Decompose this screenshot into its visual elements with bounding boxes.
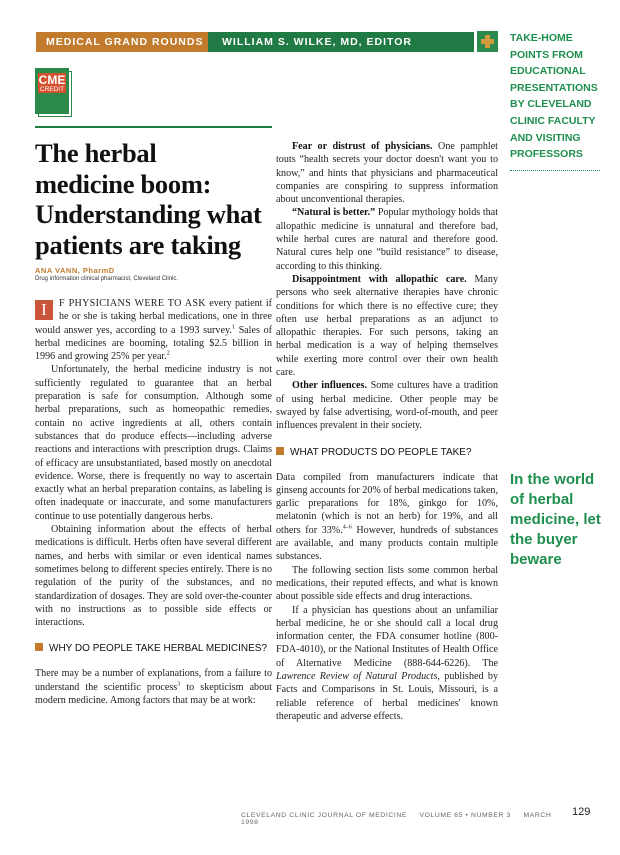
title-divider	[35, 126, 272, 128]
drop-cap: I	[35, 300, 53, 320]
sidebar-line: BY CLEVELAND	[510, 98, 592, 111]
paragraph	[276, 379, 498, 432]
section-heading-text: WHAT PRODUCTS DO PEOPLE TAKE?	[290, 446, 472, 458]
title-line: patients are taking	[35, 229, 241, 260]
title-line: medicine boom:	[35, 168, 212, 199]
volume-issue: VOLUME 65 • NUMBER 3	[419, 812, 511, 819]
paragraph	[276, 206, 498, 272]
paragraph-text: There may be a number of explanations, from a failure to understand the scientific process	[35, 668, 272, 693]
cme-credit-badge	[35, 68, 73, 118]
pull-quote-line: of herbal	[510, 491, 574, 508]
run-in-heading: Disappointment with allopathic care.	[292, 273, 467, 285]
sidebar-line: CLINIC FACULTY	[510, 114, 596, 127]
run-in-heading: “Natural is better.”	[292, 207, 376, 219]
paragraph	[35, 667, 272, 707]
paragraph-text: Some cultures have a tradition of using herbal medicine. Other people may be swayed by false advertising, word-of-mouth, and peer influences prevalent in their society.	[276, 380, 498, 432]
paragraph-text: One pamphlet touts “health secrets your doctor doesn't want you to know,” and hints that physicians and pharmaceutical companies are conspiring to suppress information about unconventional therapies.	[276, 141, 498, 206]
intro-text: every patient if he or she is taking herbal medications, one in three would answer yes, according to a 1993 survey.	[35, 298, 272, 336]
citation: 4–6	[342, 524, 352, 531]
section-heading	[276, 447, 498, 459]
editor-label: WILLIAM S. WILKE, MD, EDITOR	[208, 32, 474, 52]
paragraph-text: However, hundreds of substances are available, and many products contain multiple substances.	[276, 524, 498, 563]
paragraph-text: Data compiled from manufacturers indicate that ginseng accounts for 20% of herbal medications taken, garlic preparations for 18%, ginkgo for 10%, melatonin (which is not an herb) for 19%, and all others for 33%.	[276, 471, 498, 536]
square-bullet-icon	[276, 447, 284, 455]
sidebar-line: AND VISITING	[510, 131, 581, 144]
section-heading	[35, 643, 272, 655]
author-name: ANA VANN, PharmD	[35, 266, 115, 275]
page-number: 129	[572, 806, 591, 818]
citation: 3	[177, 681, 181, 688]
paragraph-text: Many persons who seek alternative therapies have chronic conditions for which there is no effective cure; they often use herbal preparations as an adjunct to allopathic therapies. For such persons, taking an herbal medication is a way of helping themselves while exerting more control over their own health care.	[276, 273, 499, 379]
paragraph	[276, 140, 498, 206]
paragraph-text: published by Facts and Comparisons in St. Louis, Missouri, is a reliable reference of herbal medicines' known therapeutic and adverse effects.	[276, 670, 498, 722]
intro-text: Sales of herbal medicines are booming, totaling $2.5 billion in 1996 and growing 25% per year.	[35, 324, 272, 363]
sidebar-divider	[510, 170, 600, 171]
pull-quote	[510, 470, 618, 570]
sidebar-blurb	[510, 30, 620, 163]
publication-title: Lawrence Review of Natural Products,	[276, 670, 440, 682]
paragraph: Obtaining information about the effects of herbal medications is difficult. Herbs often have several different names, and herbs with similar or even identical names sometimes belong to different species entirely. There is no regulation of the purity of the substances, and no standardization of dosages. They are sold over-the-counter with no instructions as to possible side effects or interactions.	[35, 524, 272, 629]
title-line: Understanding what	[35, 199, 262, 229]
run-in-heading: Fear or distrust of physicians.	[292, 141, 433, 152]
column-right	[276, 140, 498, 723]
intro-paragraph	[35, 297, 272, 363]
badge-line2: CREDIT	[39, 86, 65, 93]
citation: 2	[166, 350, 170, 357]
intro-smallcaps: F PHYSICIANS WERE TO ASK	[59, 298, 206, 309]
article-title	[35, 138, 275, 260]
sidebar-line: POINTS FROM	[510, 48, 583, 61]
journal-name: CLEVELAND CLINIC JOURNAL OF MEDICINE	[241, 812, 407, 819]
title-line: The herbal	[35, 138, 157, 168]
run-in-heading: Other influences.	[292, 380, 367, 392]
sidebar-line: PROFESSORS	[510, 148, 583, 161]
paragraph-text: If a physician has questions about an unfamiliar herbal medicine, he or she should call a local drug information center, the FDA consumer hotline (800-FDA-4010), or the National Institutes of Health Office of Alternative Medicine (888-644-6226). The	[276, 604, 498, 669]
paragraph-text: to skepticism about modern medicine. Among factors that may be at work:	[35, 681, 272, 707]
paragraph	[276, 273, 498, 379]
sidebar-line: EDUCATIONAL	[510, 65, 586, 78]
paragraph: Unfortunately, the herbal medicine industry is not sufficiently regulated to guarantee that an herbal preparation is safe for consumption. Although some herbal preparations, such as homeopathic remedies, contain no active ingredients at all, others contain substances that do produce effects—including adverse reactions and interactions with prescription drugs. Claims of efficacy are unsubstantiated, based mostly on anecdotal evidence. Worse, there is frequently no way to ascertain exactly what an herbal preparation contains, as labeling is often inadequate or inaccurate, and some manufacturers continue to use potentially dangerous herbs.	[35, 364, 272, 522]
sidebar-line: PRESENTATIONS	[510, 81, 598, 94]
column-left	[35, 297, 272, 707]
pull-quote-line: In the world	[510, 471, 595, 488]
badge-line1: CME	[38, 73, 66, 87]
pull-quote-line: beware	[510, 551, 562, 568]
citation: 1	[231, 324, 235, 331]
paragraph	[276, 604, 498, 724]
issue-date: MARCH 1998	[241, 812, 552, 826]
section-heading-text: WHY DO PEOPLE TAKE HERBAL MEDICINES?	[49, 643, 268, 655]
paragraph	[276, 471, 498, 564]
plus-icon	[477, 31, 498, 52]
paragraph-text: Popular mythology holds that allopathic medicine is unnatural and therefore bad, while herbal cures are natural and therefore good. Natural cures help one “build resistance” to disease, according to this thinking.	[276, 207, 499, 272]
section-label: MEDICAL GRAND ROUNDS	[36, 32, 208, 52]
pull-quote-line: the buyer	[510, 531, 578, 548]
author-affiliation: Drug information clinical pharmacist, Cleveland Clinic.	[35, 276, 179, 282]
running-footer	[241, 812, 571, 826]
sidebar-line: TAKE-HOME	[510, 32, 573, 44]
square-bullet-icon	[35, 643, 43, 651]
pull-quote-line: medicine, let	[510, 511, 601, 528]
paragraph: The following section lists some common herbal medications, their reputed effects, and what is known about possible side effects and drug interactions.	[276, 564, 498, 603]
